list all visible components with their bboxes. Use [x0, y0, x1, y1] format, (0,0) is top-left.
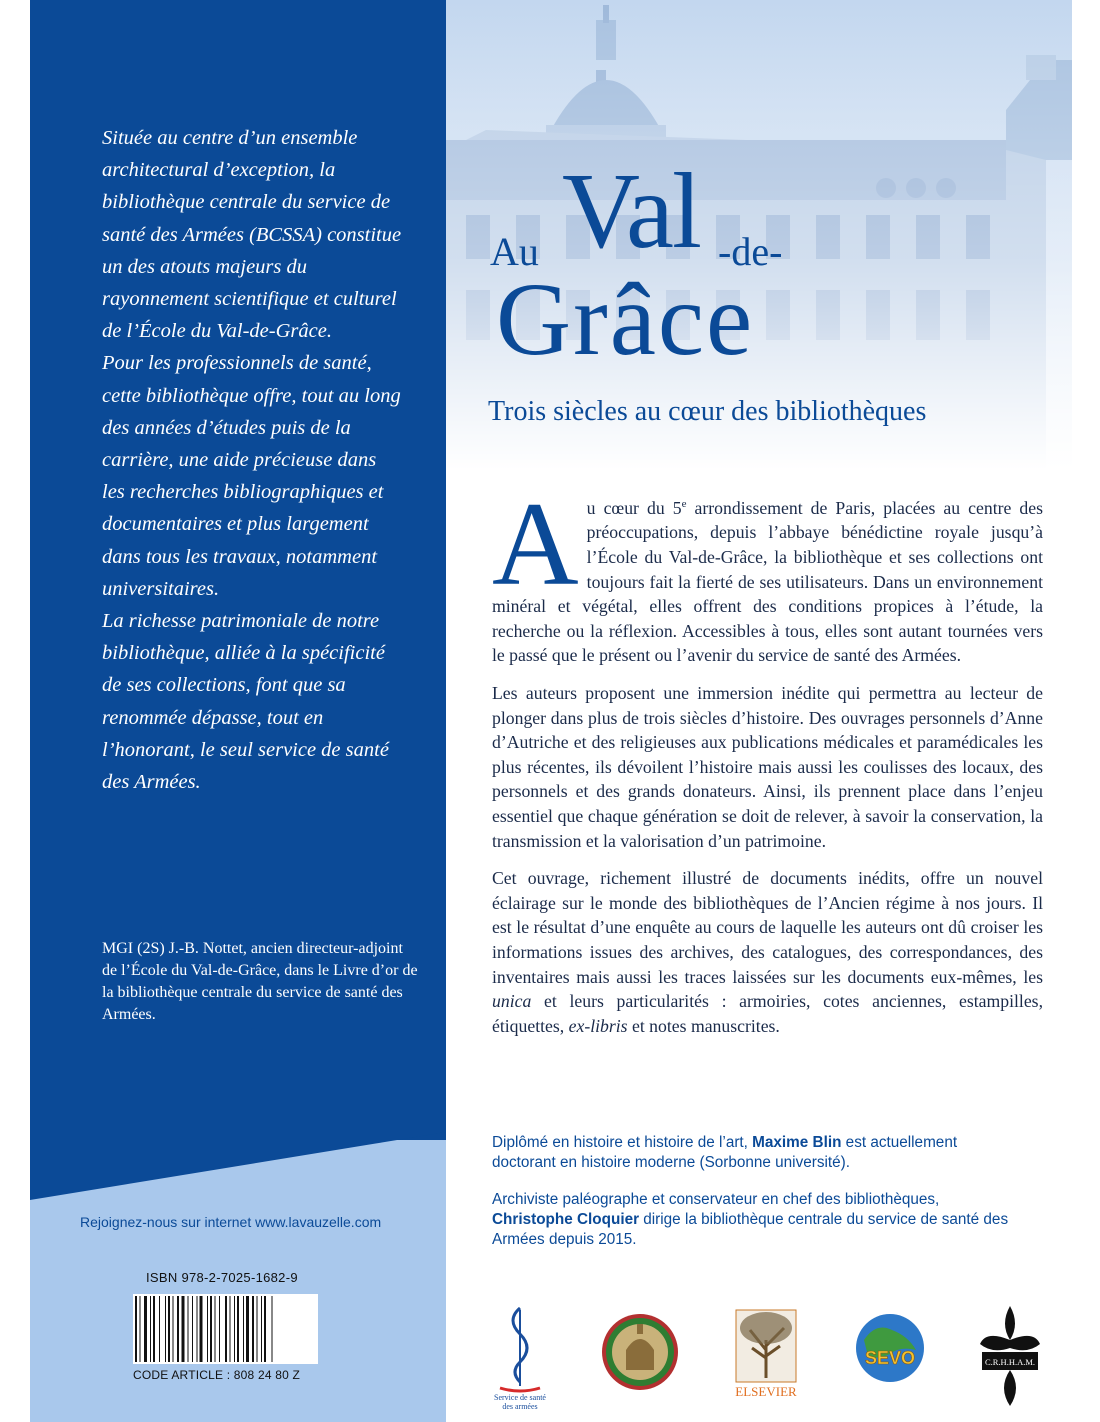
italic-unica: unica [492, 991, 532, 1012]
ssa-logo-text-1: Service de santé [494, 1393, 546, 1402]
description-text: arrondissement de Paris, placées au centre des préoccupations, depuis l’abbaye bénédictine royale jusqu’à l’École du Val-de-Grâce, la bibliothèque et ses collections ont toujours fait la fierté de ses utilisateurs. Dans un environnement minéral et végétal, elles offrent des conditions propices à l’étude, la recherche ou la réflexion. Accessibles à tous, elles sont autant tournées vers le passé que le présent ou l’avenir du service de santé des Armées. [492, 497, 1043, 666]
title-de: -de- [718, 229, 783, 274]
author-name: Christophe Cloquier [492, 1211, 640, 1228]
sevo-logo [856, 1314, 924, 1382]
author-bio-2 [492, 1190, 1012, 1250]
elsevier-text: ELSEVIER [735, 1384, 797, 1399]
elsevier-logo [735, 1310, 797, 1399]
bio-text: Archiviste paléographe et conservateur en chef des bibliothèques, [492, 1191, 940, 1208]
left-panel-diagonal-edge [30, 1060, 446, 1200]
attribution-text: MGI (2S) J.-B. Nottet, ancien directeur-adjoint de l’École du Val-de-Grâce, dans le Livre d’or de la bibliothèque centrale du service de santé des Armées. [102, 940, 418, 1023]
title-au: Au [490, 229, 539, 274]
author-bio-1 [492, 1133, 1012, 1173]
italic-ex-libris: ex-libris [568, 1015, 628, 1036]
bio-text: dirige la bibliothèque centrale du service de santé des Armées depuis 2015. [492, 1211, 1009, 1248]
quote-paragraph-2: Pour les professionnels de santé, cette bibliothèque offre, tout au long des années d’études puis de la carrière, une aide précieuse dans les recherches bibliographiques et documentaires et plus largement dans tous les travaux, notamment universitaires. [102, 352, 401, 600]
book-subtitle: Trois siècles au cœur des bibliothèques [488, 396, 927, 427]
website-link[interactable]: Rejoignez-nous sur internet www.lavauzelle.com [80, 1214, 382, 1230]
isbn-number: ISBN 978-2-7025-1682-9 [146, 1270, 298, 1285]
val-de-grace-medal-logo [602, 1314, 678, 1390]
superscript-e: e [681, 498, 687, 510]
title-grace: Grâce [496, 262, 755, 377]
bio-text: Diplômé en histoire et histoire de l’art, [492, 1134, 753, 1151]
description-text: et leurs particularités : armoiries, cotes anciennes, estampilles, étiquettes, [492, 991, 1043, 1036]
quote-attribution [102, 938, 422, 1026]
director-quote [102, 122, 402, 798]
service-de-sante-logo [494, 1308, 546, 1410]
description-paragraph-3 [492, 866, 1043, 1038]
bio-text: est actuellement doctorant en histoire moderne (Sorbonne université). [492, 1134, 958, 1171]
book-description [492, 477, 1043, 1051]
description-text: u cœur du 5 [586, 497, 682, 518]
article-code: CODE ARTICLE : 808 24 80 Z [133, 1368, 301, 1382]
author-name: Maxime Blin [752, 1134, 842, 1151]
description-paragraph-1 [492, 477, 1043, 668]
crhham-text: C.R.H.H.A.M. [984, 1357, 1036, 1367]
barcode [133, 1294, 318, 1364]
ssa-logo-text-2: des armées [502, 1402, 538, 1410]
quote-paragraph-1: Située au centre d’un ensemble architectural d’exception, la bibliothèque centrale du service de santé des Armées (BCSSA) constitue un des atouts majeurs du rayonnement scientifique et culturel de l’École du Val-de-Grâce. [102, 127, 402, 343]
title-val: Val [562, 152, 700, 271]
description-text: et notes manuscrites. [627, 1015, 780, 1036]
partner-logos [480, 1300, 1060, 1410]
description-text: Cet ouvrage, richement illustré de documents inédits, offre un nouvel éclairage sur le monde des bibliothèques de l’Ancien régime à nos jours. Il est le résultat d’une enquête au cours de laquelle les auteurs ont dû croiser les informations issues des archives, des catalogues, des correspondances, des inventaires mais aussi les traces laissées sur les documents eux-mêmes, les [492, 868, 1043, 987]
sevo-text: SEVO [864, 1348, 916, 1368]
description-paragraph-2: Les auteurs proposent une immersion inédite qui permettra au lecteur de plonger dans plus de trois siècles d’histoire. Des ouvrages personnels d’Anne d’Autriche et des religieuses aux publications médicales et paramédicales les plus récentes, ils dévoilent l’histoire mais aussi les coulisses des locaux, des personnels et des grands donateurs. Ainsi, ils prennent place dans l’enjeu essentiel que chaque génération se doit de relever, à savoir la conservation, la transmission et la valorisation d’un patrimoine. [492, 683, 1043, 851]
quote-paragraph-3: La richesse patrimoniale de notre bibliothèque, alliée à la spécificité de ses collections, font que sa renommée dépasse, tout en l’honorant, le seul service de santé des Armées. [102, 610, 389, 794]
author-bios [492, 1133, 1012, 1267]
crhham-fleur-de-lis-logo [980, 1306, 1040, 1406]
drop-cap: A [492, 477, 579, 610]
